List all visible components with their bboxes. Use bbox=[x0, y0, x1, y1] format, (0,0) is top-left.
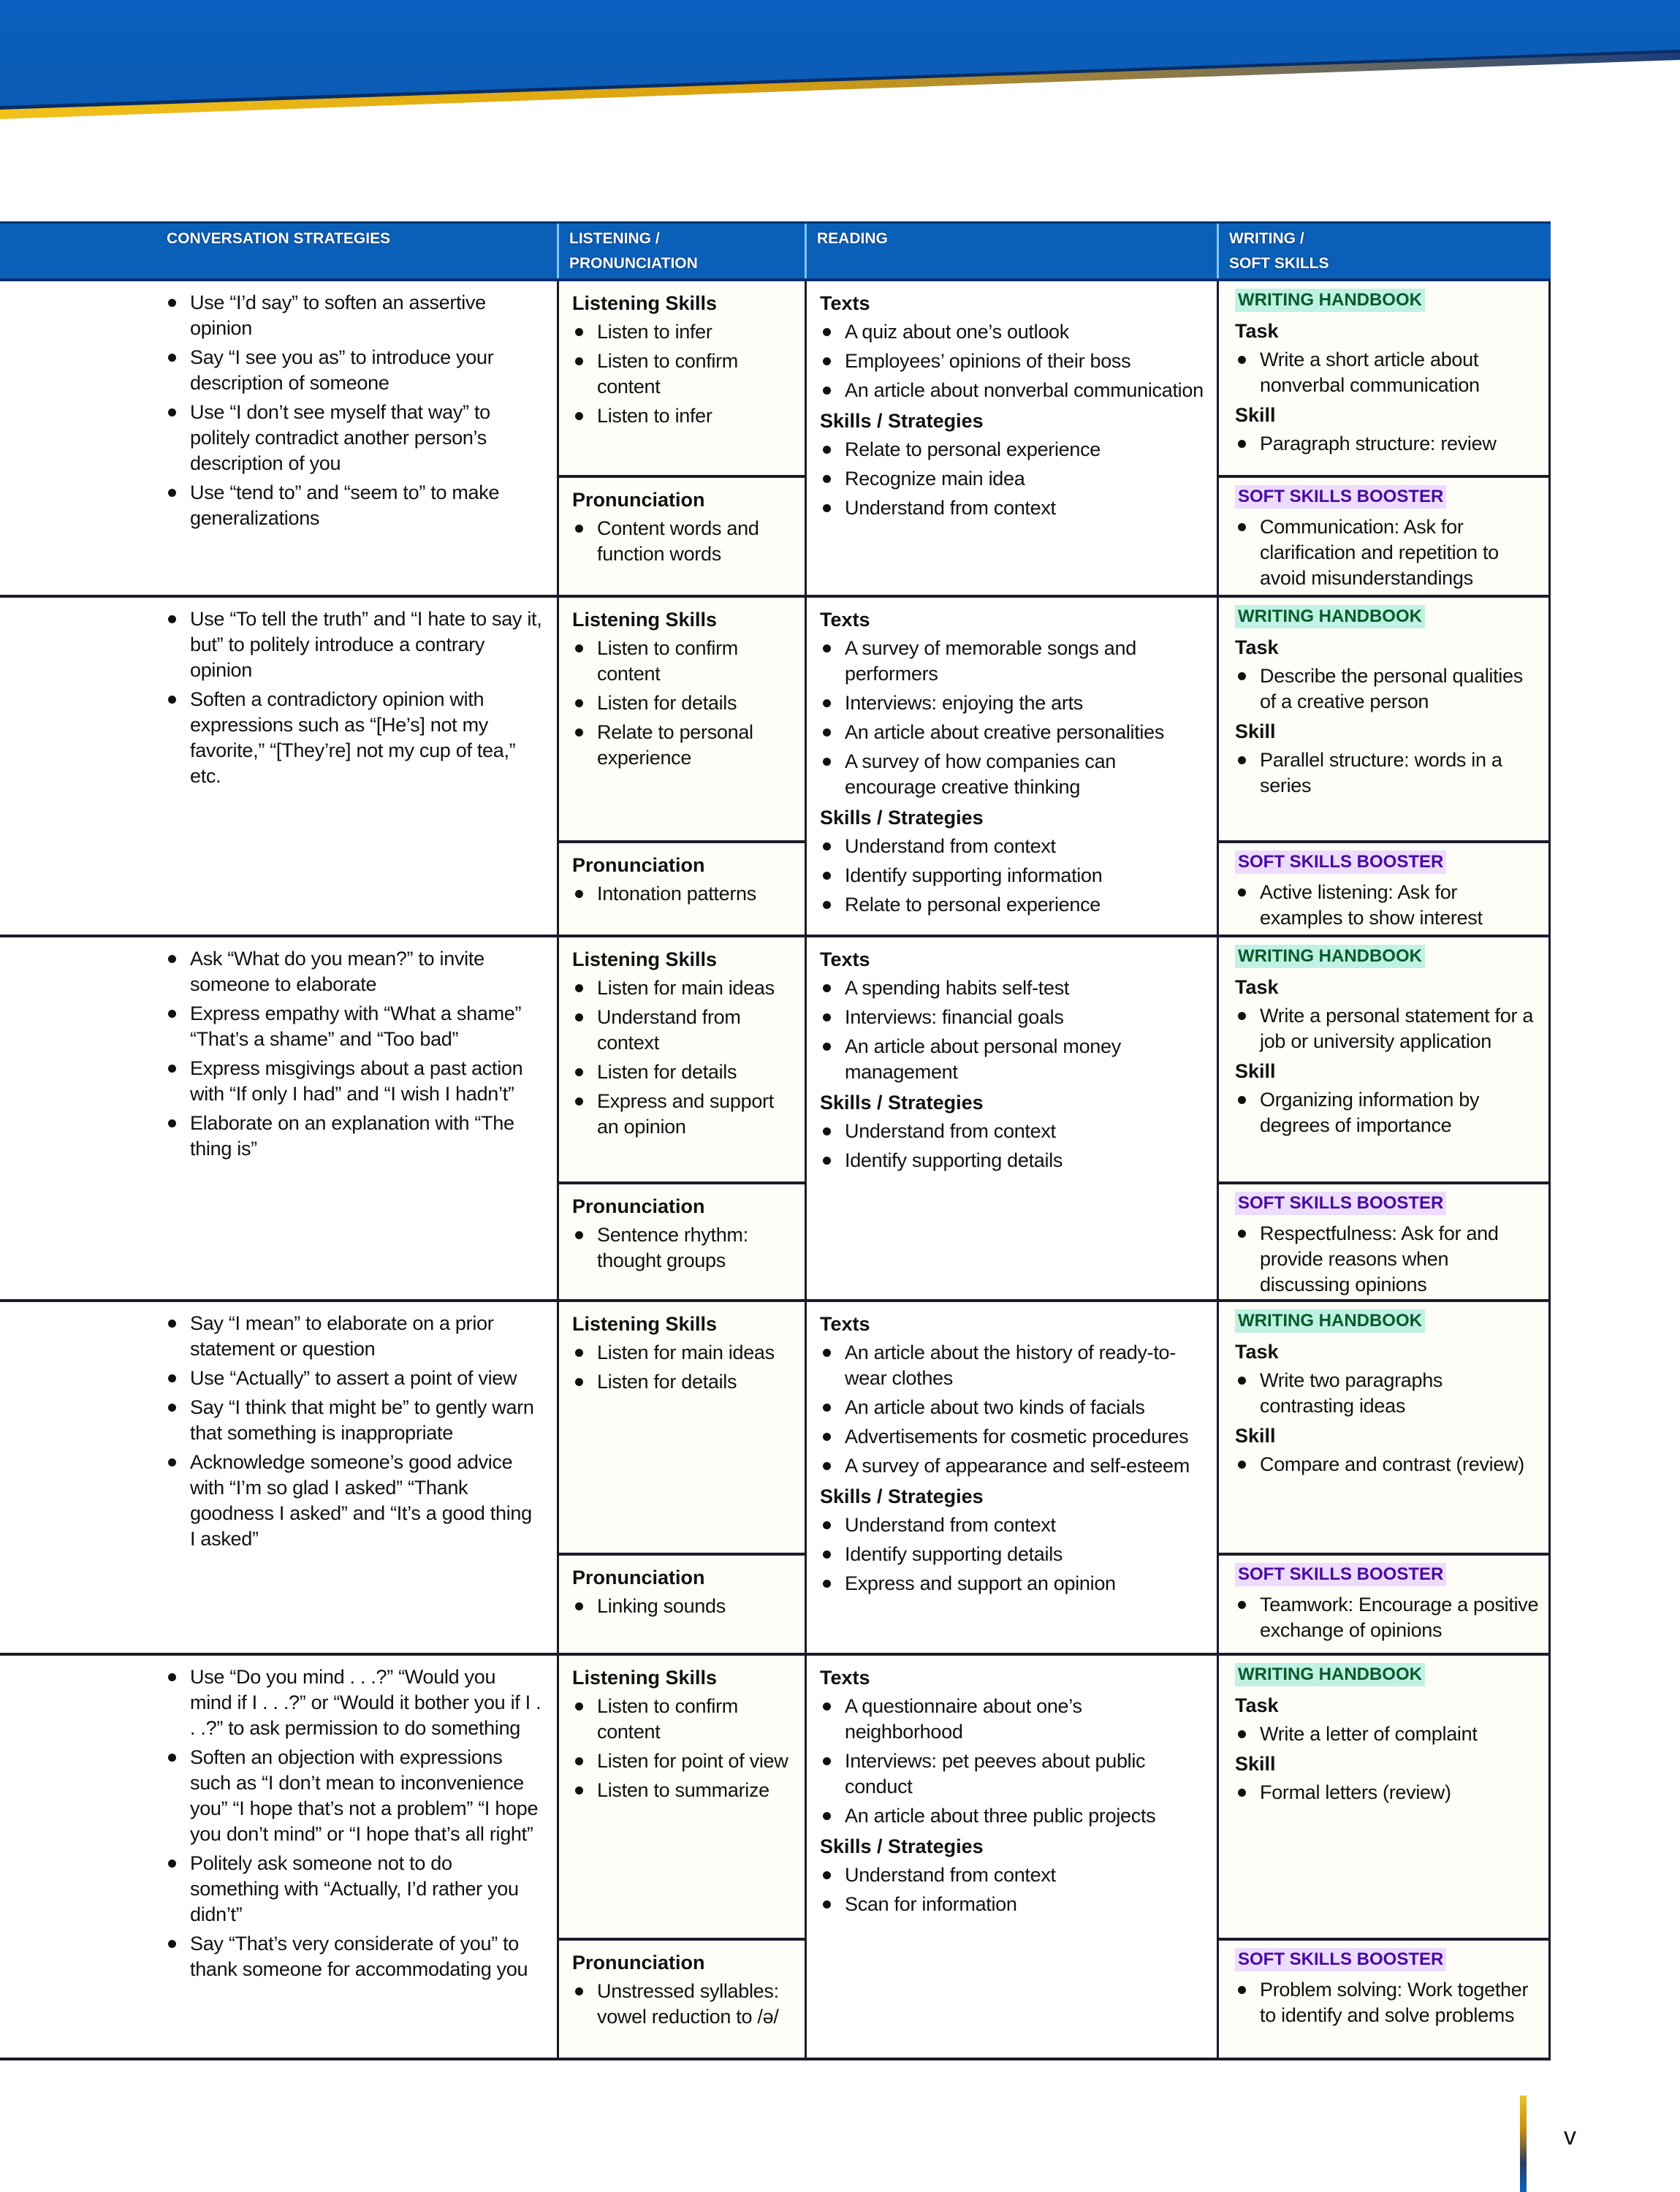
task-list bbox=[1235, 663, 1541, 715]
list-item: Teamwork: Encourage a positive exchange of opinions bbox=[1235, 1592, 1541, 1643]
conversation-list bbox=[165, 1311, 542, 1552]
list-item: Interviews: pet peeves about public conduct bbox=[820, 1748, 1205, 1800]
writing-soft-skills-cell bbox=[1217, 598, 1551, 935]
list-item: Scan for information bbox=[820, 1892, 1205, 1917]
strategies-list bbox=[820, 1862, 1205, 1917]
listening-skills-section bbox=[559, 1302, 805, 1553]
header-reading bbox=[805, 224, 1217, 278]
pronunciation-section bbox=[559, 1181, 805, 1299]
list-item: Respectfulness: Ask for and provide reasons when discussing opinions bbox=[1235, 1221, 1541, 1298]
task-list bbox=[1235, 1368, 1541, 1419]
texts-heading: Texts bbox=[820, 292, 870, 314]
skill-list bbox=[1235, 1780, 1541, 1805]
skill-heading: Skill bbox=[1235, 1425, 1276, 1447]
texts-heading: Texts bbox=[820, 1667, 870, 1689]
soft-skills-section bbox=[1219, 840, 1548, 935]
list-item: Elaborate on an explanation with “The thing is” bbox=[165, 1111, 542, 1162]
task-list bbox=[1235, 1003, 1541, 1054]
pronunciation-section bbox=[559, 1938, 805, 2058]
list-item: Listen for details bbox=[572, 690, 796, 716]
reading-cell bbox=[805, 1302, 1217, 1653]
list-item: Listen for point of view bbox=[572, 1748, 796, 1774]
soft-skills-section bbox=[1219, 475, 1548, 595]
list-item: Express misgivings about a past action with “If only I had” and “I wish I hadn’t” bbox=[165, 1056, 542, 1107]
listening-pronunciation-cell bbox=[557, 598, 805, 935]
soft-skills-booster-badge: SOFT SKILLS BOOSTER bbox=[1235, 1192, 1446, 1215]
header-label: PRONUNCIATION bbox=[569, 255, 698, 272]
reading-cell bbox=[805, 1656, 1217, 2058]
strategies-list bbox=[820, 437, 1205, 521]
list-item: Content words and function words bbox=[572, 516, 796, 567]
reading-cell bbox=[805, 937, 1217, 1299]
list-item: An article about personal money management bbox=[820, 1034, 1205, 1085]
strategies-list bbox=[820, 1119, 1205, 1173]
list-item: Active listening: Ask for examples to show interest bbox=[1235, 880, 1541, 931]
conversation-strategies-cell bbox=[0, 1302, 557, 1653]
listening-skills-heading: Listening Skills bbox=[572, 1313, 718, 1335]
texts-list bbox=[820, 1340, 1205, 1479]
list-item: Interviews: financial goals bbox=[820, 1005, 1205, 1030]
pronunciation-list bbox=[572, 516, 796, 567]
listening-skills-section bbox=[559, 598, 805, 840]
header-label: READING bbox=[817, 230, 888, 247]
list-item: Politely ask someone not to do something with “Actually, I’d rather you didn’t” bbox=[165, 1851, 542, 1927]
list-item: Listen to summarize bbox=[572, 1778, 796, 1803]
listening-skills-list bbox=[572, 636, 796, 771]
skills-strategies-heading: Skills / Strategies bbox=[820, 1092, 984, 1114]
list-item: Listen to infer bbox=[572, 403, 796, 429]
skill-list bbox=[1235, 1087, 1541, 1138]
list-item: Express and support an opinion bbox=[572, 1089, 796, 1140]
soft-skills-section bbox=[1219, 1938, 1548, 2058]
list-item: A survey of appearance and self-esteem bbox=[820, 1453, 1205, 1479]
header-label: CONVERSATION STRATEGIES bbox=[167, 230, 391, 247]
listening-skills-heading: Listening Skills bbox=[572, 292, 718, 314]
pronunciation-heading: Pronunciation bbox=[572, 1567, 705, 1588]
conversation-strategies-cell bbox=[0, 937, 557, 1299]
listening-skills-list bbox=[572, 1694, 796, 1803]
list-item: Listen for main ideas bbox=[572, 975, 796, 1001]
list-item: Express and support an opinion bbox=[820, 1571, 1205, 1597]
writing-handbook-section bbox=[1219, 598, 1548, 840]
list-item: Write a letter of complaint bbox=[1235, 1721, 1541, 1747]
table-row-1 bbox=[0, 281, 1551, 598]
list-item: Understand from context bbox=[820, 834, 1205, 859]
list-item: Understand from context bbox=[820, 495, 1205, 521]
skill-list bbox=[1235, 747, 1541, 799]
list-item: Recognize main idea bbox=[820, 466, 1205, 492]
list-item: Listen for details bbox=[572, 1369, 796, 1395]
list-item: Identify supporting information bbox=[820, 863, 1205, 888]
skill-list bbox=[1235, 1452, 1541, 1477]
list-item: Soften an objection with expressions such as “I don’t mean to inconvenience you” “I hope that’s not a problem” “I hope you don’t mind” or “I hope that’s all right” bbox=[165, 1745, 542, 1847]
pronunciation-section bbox=[559, 840, 805, 935]
listening-skills-section bbox=[559, 1656, 805, 1938]
header-label: SOFT SKILLS bbox=[1229, 255, 1329, 272]
pronunciation-heading: Pronunciation bbox=[572, 1952, 705, 1974]
soft-skills-booster-badge: SOFT SKILLS BOOSTER bbox=[1235, 1948, 1446, 1971]
conversation-strategies-cell bbox=[0, 1656, 557, 2058]
list-item: Listen to confirm content bbox=[572, 1694, 796, 1745]
list-item: Acknowledge someone’s good advice with “I’m so glad I asked” “Thank goodness I asked” and “It’s a good thing I asked” bbox=[165, 1450, 542, 1552]
task-heading: Task bbox=[1235, 1341, 1279, 1363]
listening-skills-section bbox=[559, 281, 805, 475]
list-item: Identify supporting details bbox=[820, 1148, 1205, 1173]
writing-soft-skills-cell bbox=[1217, 1302, 1551, 1653]
listening-skills-heading: Listening Skills bbox=[572, 609, 718, 631]
soft-skills-list bbox=[1235, 1592, 1541, 1643]
texts-list bbox=[820, 1694, 1205, 1829]
listening-skills-heading: Listening Skills bbox=[572, 1667, 718, 1689]
table-row-2 bbox=[0, 598, 1551, 937]
skills-strategies-heading: Skills / Strategies bbox=[820, 410, 984, 432]
list-item: Linking sounds bbox=[572, 1594, 796, 1619]
list-item: Identify supporting details bbox=[820, 1542, 1205, 1567]
list-item: Use “I don’t see myself that way” to politely contradict another person’s description of you bbox=[165, 400, 542, 476]
list-item: Relate to personal experience bbox=[572, 720, 796, 771]
list-item: Ask “What do you mean?” to invite someone to elaborate bbox=[165, 946, 542, 997]
list-item: Write a short article about nonverbal communication bbox=[1235, 347, 1541, 398]
header-label: LISTENING / bbox=[569, 230, 660, 247]
writing-handbook-section bbox=[1219, 1656, 1548, 1938]
list-item: An article about the history of ready-to-wear clothes bbox=[820, 1340, 1205, 1391]
texts-list bbox=[820, 319, 1205, 403]
list-item: Use “tend to” and “seem to” to make generalizations bbox=[165, 480, 542, 531]
pronunciation-section bbox=[559, 1553, 805, 1653]
list-item: Advertisements for cosmetic procedures bbox=[820, 1424, 1205, 1450]
list-item: Formal letters (review) bbox=[1235, 1780, 1541, 1805]
header-label: WRITING / bbox=[1229, 230, 1304, 247]
list-item: Say “That’s very considerate of you” to thank someone for accommodating you bbox=[165, 1931, 542, 1982]
writing-handbook-badge: WRITING HANDBOOK bbox=[1235, 605, 1425, 628]
pronunciation-heading: Pronunciation bbox=[572, 1195, 705, 1217]
list-item: Use “Do you mind . . .?” “Would you mind if I . . .?” or “Would it bother you if I . . .?” to ask permission to do something bbox=[165, 1664, 542, 1741]
listening-skills-section bbox=[559, 937, 805, 1181]
texts-heading: Texts bbox=[820, 1313, 870, 1335]
skill-heading: Skill bbox=[1235, 720, 1276, 742]
listening-skills-list bbox=[572, 975, 796, 1140]
list-item: Interviews: enjoying the arts bbox=[820, 690, 1205, 716]
list-item: Paragraph structure: review bbox=[1235, 431, 1541, 457]
writing-handbook-badge: WRITING HANDBOOK bbox=[1235, 289, 1425, 312]
pronunciation-list bbox=[572, 1594, 796, 1619]
list-item: Organizing information by degrees of importance bbox=[1235, 1087, 1541, 1138]
page-number: v bbox=[1564, 2123, 1576, 2150]
list-item: A quiz about one’s outlook bbox=[820, 319, 1205, 345]
pronunciation-section bbox=[559, 475, 805, 595]
writing-soft-skills-cell bbox=[1217, 937, 1551, 1299]
list-item: Sentence rhythm: thought groups bbox=[572, 1222, 796, 1274]
list-item: Understand from context bbox=[572, 1005, 796, 1056]
conversation-list bbox=[165, 946, 542, 1162]
conversation-list bbox=[165, 290, 542, 531]
list-item: A questionnaire about one’s neighborhood bbox=[820, 1694, 1205, 1745]
task-list bbox=[1235, 347, 1541, 398]
skills-strategies-heading: Skills / Strategies bbox=[820, 807, 984, 829]
listening-skills-list bbox=[572, 319, 796, 429]
writing-handbook-badge: WRITING HANDBOOK bbox=[1235, 1663, 1425, 1686]
writing-soft-skills-cell bbox=[1217, 281, 1551, 595]
conversation-strategies-cell bbox=[0, 281, 557, 595]
soft-skills-list bbox=[1235, 1221, 1541, 1298]
pronunciation-list bbox=[572, 1222, 796, 1274]
list-item: Compare and contrast (review) bbox=[1235, 1452, 1541, 1477]
list-item: Communication: Ask for clarification and repetition to avoid misunderstandings bbox=[1235, 514, 1541, 591]
list-item: Write a personal statement for a job or university application bbox=[1235, 1003, 1541, 1054]
list-item: A survey of how companies can encourage creative thinking bbox=[820, 749, 1205, 800]
list-item: Problem solving: Work together to identify and solve problems bbox=[1235, 1977, 1541, 2028]
listening-pronunciation-cell bbox=[557, 937, 805, 1299]
top-banner bbox=[0, 0, 1680, 132]
soft-skills-list bbox=[1235, 514, 1541, 591]
soft-skills-booster-badge: SOFT SKILLS BOOSTER bbox=[1235, 485, 1446, 509]
texts-heading: Texts bbox=[820, 609, 870, 631]
list-item: Understand from context bbox=[820, 1862, 1205, 1888]
list-item: Parallel structure: words in a series bbox=[1235, 747, 1541, 799]
writing-soft-skills-cell bbox=[1217, 1656, 1551, 2058]
list-item: An article about creative personalities bbox=[820, 720, 1205, 745]
list-item: Listen to infer bbox=[572, 319, 796, 345]
list-item: Soften a contradictory opinion with expressions such as “[He’s] not my favorite,” “[They’re] not my cup of tea,” etc. bbox=[165, 687, 542, 789]
pronunciation-heading: Pronunciation bbox=[572, 489, 705, 511]
skills-strategies-heading: Skills / Strategies bbox=[820, 1835, 984, 1857]
reading-cell bbox=[805, 598, 1217, 935]
writing-handbook-badge: WRITING HANDBOOK bbox=[1235, 1309, 1425, 1333]
writing-handbook-section bbox=[1219, 1302, 1548, 1553]
header-listening-pronunciation bbox=[557, 224, 805, 278]
skill-heading: Skill bbox=[1235, 1060, 1276, 1082]
texts-heading: Texts bbox=[820, 948, 870, 970]
task-heading: Task bbox=[1235, 320, 1279, 342]
table-row-4 bbox=[0, 1302, 1551, 1656]
conversation-strategies-cell bbox=[0, 598, 557, 935]
list-item: Intonation patterns bbox=[572, 881, 796, 907]
list-item: Understand from context bbox=[820, 1119, 1205, 1144]
task-heading: Task bbox=[1235, 976, 1279, 998]
soft-skills-list bbox=[1235, 880, 1541, 931]
skill-heading: Skill bbox=[1235, 1753, 1276, 1775]
header-conversation-strategies bbox=[0, 224, 557, 278]
table-header bbox=[0, 221, 1551, 281]
writing-handbook-section bbox=[1219, 281, 1548, 475]
strategies-list bbox=[820, 834, 1205, 918]
list-item: An article about three public projects bbox=[820, 1803, 1205, 1829]
list-item: Write two paragraphs contrasting ideas bbox=[1235, 1368, 1541, 1419]
soft-skills-list bbox=[1235, 1977, 1541, 2028]
list-item: An article about two kinds of facials bbox=[820, 1395, 1205, 1420]
listening-skills-heading: Listening Skills bbox=[572, 948, 718, 970]
list-item: Describe the personal qualities of a creative person bbox=[1235, 663, 1541, 715]
skill-list bbox=[1235, 431, 1541, 457]
list-item: Use “I’d say” to soften an assertive opinion bbox=[165, 290, 542, 341]
page-number-accent-bar bbox=[1520, 2096, 1527, 2192]
list-item: Listen to confirm content bbox=[572, 349, 796, 400]
listening-skills-list bbox=[572, 1340, 796, 1395]
list-item: Relate to personal experience bbox=[820, 892, 1205, 918]
conversation-list bbox=[165, 1664, 542, 1982]
reading-cell bbox=[805, 281, 1217, 595]
list-item: Listen to confirm content bbox=[572, 636, 796, 687]
list-item: Relate to personal experience bbox=[820, 437, 1205, 463]
list-item: A spending habits self-test bbox=[820, 975, 1205, 1001]
list-item: Use “To tell the truth” and “I hate to say it, but” to politely introduce a contrary opinion bbox=[165, 606, 542, 683]
list-item: Unstressed syllables: vowel reduction to /ə/ bbox=[572, 1979, 796, 2030]
list-item: Listen for details bbox=[572, 1059, 796, 1085]
soft-skills-section bbox=[1219, 1553, 1548, 1653]
list-item: Say “I mean” to elaborate on a prior statement or question bbox=[165, 1311, 542, 1362]
header-writing-soft-skills bbox=[1217, 224, 1551, 278]
writing-handbook-badge: WRITING HANDBOOK bbox=[1235, 945, 1425, 968]
skill-heading: Skill bbox=[1235, 404, 1276, 426]
pronunciation-list bbox=[572, 881, 796, 907]
list-item: Express empathy with “What a shame” “That’s a shame” and “Too bad” bbox=[165, 1001, 542, 1052]
pronunciation-list bbox=[572, 1979, 796, 2030]
skills-strategies-heading: Skills / Strategies bbox=[820, 1485, 984, 1507]
task-heading: Task bbox=[1235, 1694, 1279, 1716]
soft-skills-booster-badge: SOFT SKILLS BOOSTER bbox=[1235, 850, 1446, 874]
listening-pronunciation-cell bbox=[557, 1302, 805, 1653]
task-list bbox=[1235, 1721, 1541, 1747]
listening-pronunciation-cell bbox=[557, 1656, 805, 2058]
task-heading: Task bbox=[1235, 636, 1279, 658]
strategies-list bbox=[820, 1512, 1205, 1597]
pronunciation-heading: Pronunciation bbox=[572, 854, 705, 876]
list-item: Employees’ opinions of their boss bbox=[820, 349, 1205, 374]
list-item: Say “I think that might be” to gently warn that something is inappropriate bbox=[165, 1395, 542, 1446]
soft-skills-booster-badge: SOFT SKILLS BOOSTER bbox=[1235, 1563, 1446, 1586]
listening-pronunciation-cell bbox=[557, 281, 805, 595]
table-row-5 bbox=[0, 1656, 1551, 2060]
texts-list bbox=[820, 636, 1205, 800]
list-item: Use “Actually” to assert a point of view bbox=[165, 1366, 542, 1391]
soft-skills-section bbox=[1219, 1181, 1548, 1299]
table-row-3 bbox=[0, 937, 1551, 1302]
texts-list bbox=[820, 975, 1205, 1085]
conversation-list bbox=[165, 606, 542, 789]
list-item: An article about nonverbal communication bbox=[820, 378, 1205, 403]
list-item: Listen for main ideas bbox=[572, 1340, 796, 1366]
list-item: Understand from context bbox=[820, 1512, 1205, 1538]
writing-handbook-section bbox=[1219, 937, 1548, 1181]
list-item: Say “I see you as” to introduce your description of someone bbox=[165, 345, 542, 396]
list-item: A survey of memorable songs and performers bbox=[820, 636, 1205, 687]
